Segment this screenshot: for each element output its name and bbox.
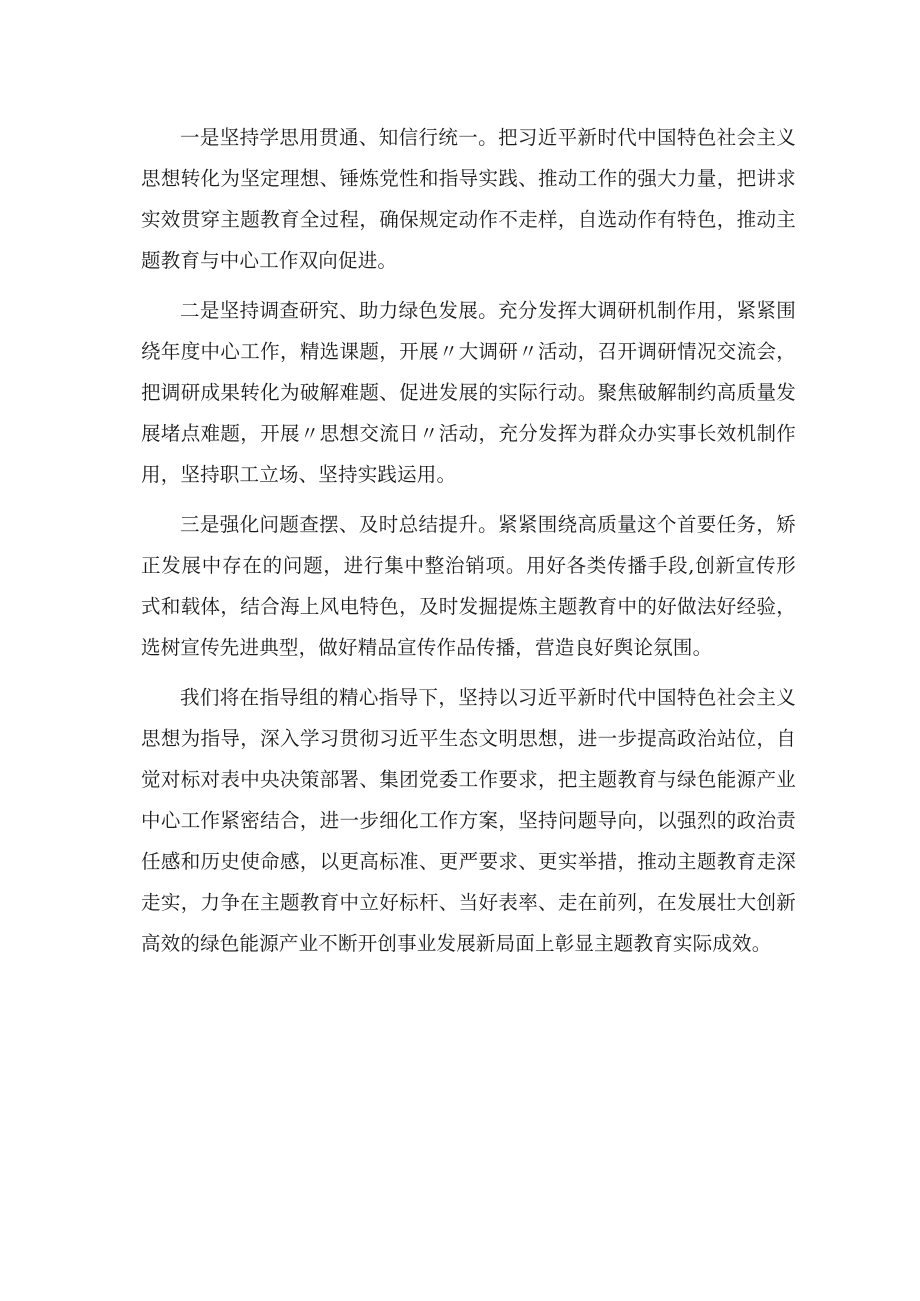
paragraph-conclusion: 我们将在指导组的精心指导下，坚持以习近平新时代中国特色社会主义思想为指导，深入学习贯彻习近平生态文明思想，进一步提高政治站位，自觉对标对表中央决策部署、集团党委工作要求，把主题教育与绿色能源产业中心工作紧密结合，进一步细化工作方案，坚持问题导向，以强烈的政治责任感和历史使命感，以更高标准、更严要求、更实举措，推动主题教育走深走实，力争在主题教育中立好标杆、当好表率、走在前列，在发展壮大创新高效的绿色能源产业不断开创事业发展新局面上彰显主题教育实际成效。	[141, 686, 796, 955]
document-body	[141, 117, 796, 964]
paragraph-third-point: 三是强化问题查摆、及时总结提升。紧紧围绕高质量这个首要任务，矫正发展中存在的问题，进行集中整治销项。用好各类传播手段,创新宣传形式和载体，结合海上风电特色，及时发掘提炼主题教育中的好做法好经验，选树宣传先进典型，做好精品宣传作品传播，营造良好舆论氛围。	[141, 513, 796, 659]
paragraph-second-point: 二是坚持调查研究、助力绿色发展。充分发挥大调研机制作用，紧紧围绕年度中心工作，精选课题，开展〃大调研〃活动，召开调研情况交流会，把调研成果转化为破解难题、促进发展的实际行动。聚焦破解制约高质量发展堵点难题，开展〃思想交流日〃活动，充分发挥为群众办实事长效机制作用，坚持职工立场、坚持实践运用。	[141, 299, 796, 486]
paragraph-first-point: 一是坚持学思用贯通、知信行统一。把习近平新时代中国特色社会主义思想转化为坚定理想、锤炼党性和指导实践、推动工作的强大力量，把讲求实效贯穿主题教育全过程，确保规定动作不走样，自选动作有特色，推动主题教育与中心工作双向促进。	[141, 126, 796, 272]
